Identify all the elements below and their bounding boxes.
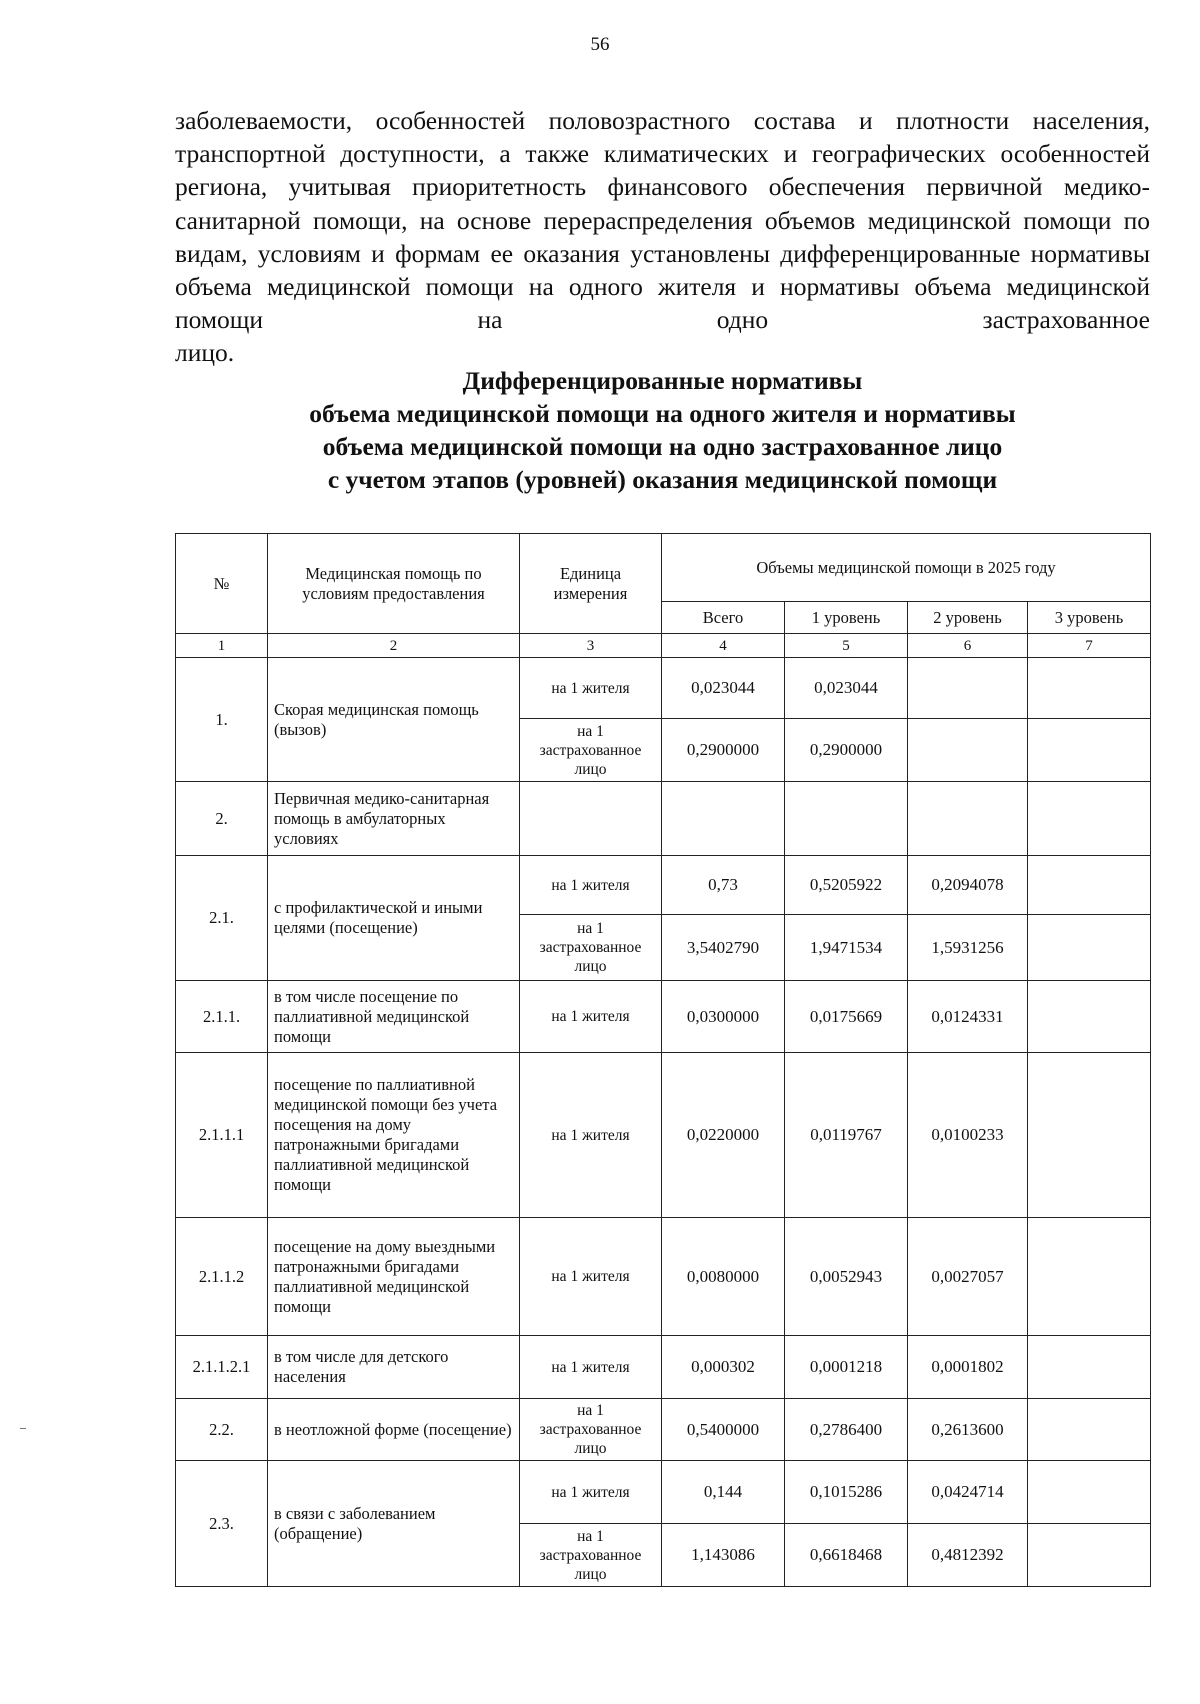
title-line: Дифференцированные нормативы <box>462 366 863 395</box>
value-total: 0,0220000 <box>662 1053 785 1218</box>
intro-line: заболеваемости, особенностей половозрастного состава и плотности населения, <box>175 106 1150 135</box>
row-unit <box>520 782 662 856</box>
value-level3 <box>1028 856 1151 915</box>
index-cell: 6 <box>908 634 1028 658</box>
row-unit: на 1 жителя <box>520 658 662 719</box>
value-level1: 0,023044 <box>785 658 908 719</box>
row-name: в том числе для детского населения <box>268 1336 520 1399</box>
value-level2: 1,5931256 <box>908 915 1028 981</box>
intro-line: особенностей региона, учитывая приоритетность финансового обеспечения <box>175 139 1151 202</box>
table-title <box>175 364 1150 496</box>
intro-line: медицинской помощи по видам, условиям и формам ее оказания установлены <box>175 205 1150 268</box>
row-no: 2.1.1.2 <box>176 1218 268 1336</box>
index-cell: 3 <box>520 634 662 658</box>
row-unit: на 1 жителя <box>520 856 662 915</box>
row-name: посещение на дому выездными патронажными бригадами паллиативной медицинской помощи <box>268 1218 520 1336</box>
row-unit: на 1 застрахованное лицо <box>520 915 662 981</box>
value-level2: 0,0424714 <box>908 1461 1028 1524</box>
intro-last-line: лицо. <box>175 338 235 368</box>
page-number: 56 <box>590 34 610 55</box>
value-total: 1,143086 <box>662 1524 785 1587</box>
intro-line: жителя и нормативы объема медицинской помощи на одно застрахованное <box>175 272 1150 335</box>
row-unit: на 1 жителя <box>520 1218 662 1336</box>
value-level1: 0,6618468 <box>785 1524 908 1587</box>
index-cell: 1 <box>176 634 268 658</box>
value-level1: 0,0175669 <box>785 981 908 1053</box>
value-level2 <box>908 782 1028 856</box>
row-name: Скорая медицинская помощь (вызов) <box>268 658 520 782</box>
row-no: 2. <box>176 782 268 856</box>
value-level3 <box>1028 1053 1151 1218</box>
table-row <box>176 1336 1151 1399</box>
value-level2: 0,0100233 <box>908 1053 1028 1218</box>
header-total: Всего <box>662 602 785 634</box>
header-level1: 1 уровень <box>785 602 908 634</box>
value-level2: 0,4812392 <box>908 1524 1028 1587</box>
table-row <box>176 856 1151 915</box>
value-level1: 1,9471534 <box>785 915 908 981</box>
row-name: в неотложной форме (посещение) <box>268 1399 520 1461</box>
value-total: 3,5402790 <box>662 915 785 981</box>
row-name: в том числе посещение по паллиативной медицинской помощи <box>268 981 520 1053</box>
value-total: 0,000302 <box>662 1336 785 1399</box>
intro-line: транспортной доступности, а также климатических и географических <box>175 139 986 169</box>
row-unit: на 1 застрахованное лицо <box>520 719 662 782</box>
row-unit: на 1 жителя <box>520 1053 662 1218</box>
value-level3 <box>1028 1399 1151 1461</box>
row-unit: на 1 застрахованное лицо <box>520 1399 662 1461</box>
row-no: 2.1.1. <box>176 981 268 1053</box>
value-total: 0,144 <box>662 1461 785 1524</box>
intro-line: дифференцированные нормативы объема медицинской помощи на одного <box>175 238 1150 302</box>
header-volumes: Объемы медицинской помощи в 2025 году <box>662 534 1151 602</box>
intro-line: первичной медико-санитарной помощи, на основе перераспределения объемов <box>175 172 1150 235</box>
value-level3 <box>1028 915 1151 981</box>
value-total: 0,023044 <box>662 658 785 719</box>
row-no: 1. <box>176 658 268 782</box>
norms-table <box>175 533 1151 1587</box>
row-unit: на 1 жителя <box>520 981 662 1053</box>
row-no: 2.2. <box>176 1399 268 1461</box>
row-name: Первичная медико-санитарная помощь в амбулаторных условиях <box>268 782 520 856</box>
table-row <box>176 658 1151 719</box>
row-no: 2.1.1.2.1 <box>176 1336 268 1399</box>
header-care: Медицинская помощь по условиям предоставления <box>268 534 520 634</box>
value-level3 <box>1028 1461 1151 1524</box>
value-level2: 0,0124331 <box>908 981 1028 1053</box>
value-level3 <box>1028 1336 1151 1399</box>
value-level2: 0,2094078 <box>908 856 1028 915</box>
title-line: объема медицинской помощи на одного жителя и нормативы <box>309 399 1016 428</box>
value-level1: 0,5205922 <box>785 856 908 915</box>
header-level3: 3 уровень <box>1028 602 1151 634</box>
value-level3 <box>1028 981 1151 1053</box>
index-row <box>176 634 1151 658</box>
table-row <box>176 981 1151 1053</box>
row-no: 2.3. <box>176 1461 268 1587</box>
value-level3 <box>1028 719 1151 782</box>
row-name: в связи с заболеванием (обращение) <box>268 1461 520 1587</box>
header-unit: Единица измерения <box>520 534 662 634</box>
table-row <box>176 782 1151 856</box>
value-level3 <box>1028 782 1151 856</box>
title-line: с учетом этапов (уровней) оказания медицинской помощи <box>327 465 998 494</box>
scan-mark <box>20 1428 26 1429</box>
row-unit: на 1 жителя <box>520 1336 662 1399</box>
table-row <box>176 1461 1151 1524</box>
row-name: посещение по паллиативной медицинской помощи без учета посещения на дому патронажными бригадами паллиативной медицинской помощи <box>268 1053 520 1218</box>
value-total <box>662 782 785 856</box>
value-total: 0,0080000 <box>662 1218 785 1336</box>
value-level2: 0,2613600 <box>908 1399 1028 1461</box>
title-line: объема медицинской помощи на одно застрахованное лицо <box>322 432 1003 461</box>
intro-paragraph <box>175 104 1150 370</box>
value-level2: 0,0027057 <box>908 1218 1028 1336</box>
row-no: 2.1. <box>176 856 268 981</box>
header-row <box>176 534 1151 602</box>
row-unit: на 1 застрахованное лицо <box>520 1524 662 1587</box>
table-row <box>176 1053 1151 1218</box>
value-level2 <box>908 658 1028 719</box>
value-level3 <box>1028 658 1151 719</box>
header-no: № <box>176 534 268 634</box>
value-level1: 0,0001218 <box>785 1336 908 1399</box>
table-row <box>176 1218 1151 1336</box>
value-level2 <box>908 719 1028 782</box>
index-cell: 4 <box>662 634 785 658</box>
value-total: 0,5400000 <box>662 1399 785 1461</box>
index-cell: 2 <box>268 634 520 658</box>
index-cell: 5 <box>785 634 908 658</box>
index-cell: 7 <box>1028 634 1151 658</box>
row-no: 2.1.1.1 <box>176 1053 268 1218</box>
value-level1: 0,2786400 <box>785 1399 908 1461</box>
value-total: 0,73 <box>662 856 785 915</box>
header-level2: 2 уровень <box>908 602 1028 634</box>
row-name: с профилактической и иными целями (посещение) <box>268 856 520 981</box>
table-row <box>176 1399 1151 1461</box>
value-level3 <box>1028 1524 1151 1587</box>
row-unit: на 1 жителя <box>520 1461 662 1524</box>
value-total: 0,2900000 <box>662 719 785 782</box>
value-total: 0,0300000 <box>662 981 785 1053</box>
value-level1: 0,0052943 <box>785 1218 908 1336</box>
value-level3 <box>1028 1218 1151 1336</box>
value-level2: 0,0001802 <box>908 1336 1028 1399</box>
value-level1: 0,2900000 <box>785 719 908 782</box>
value-level1 <box>785 782 908 856</box>
value-level1: 0,0119767 <box>785 1053 908 1218</box>
value-level1: 0,1015286 <box>785 1461 908 1524</box>
